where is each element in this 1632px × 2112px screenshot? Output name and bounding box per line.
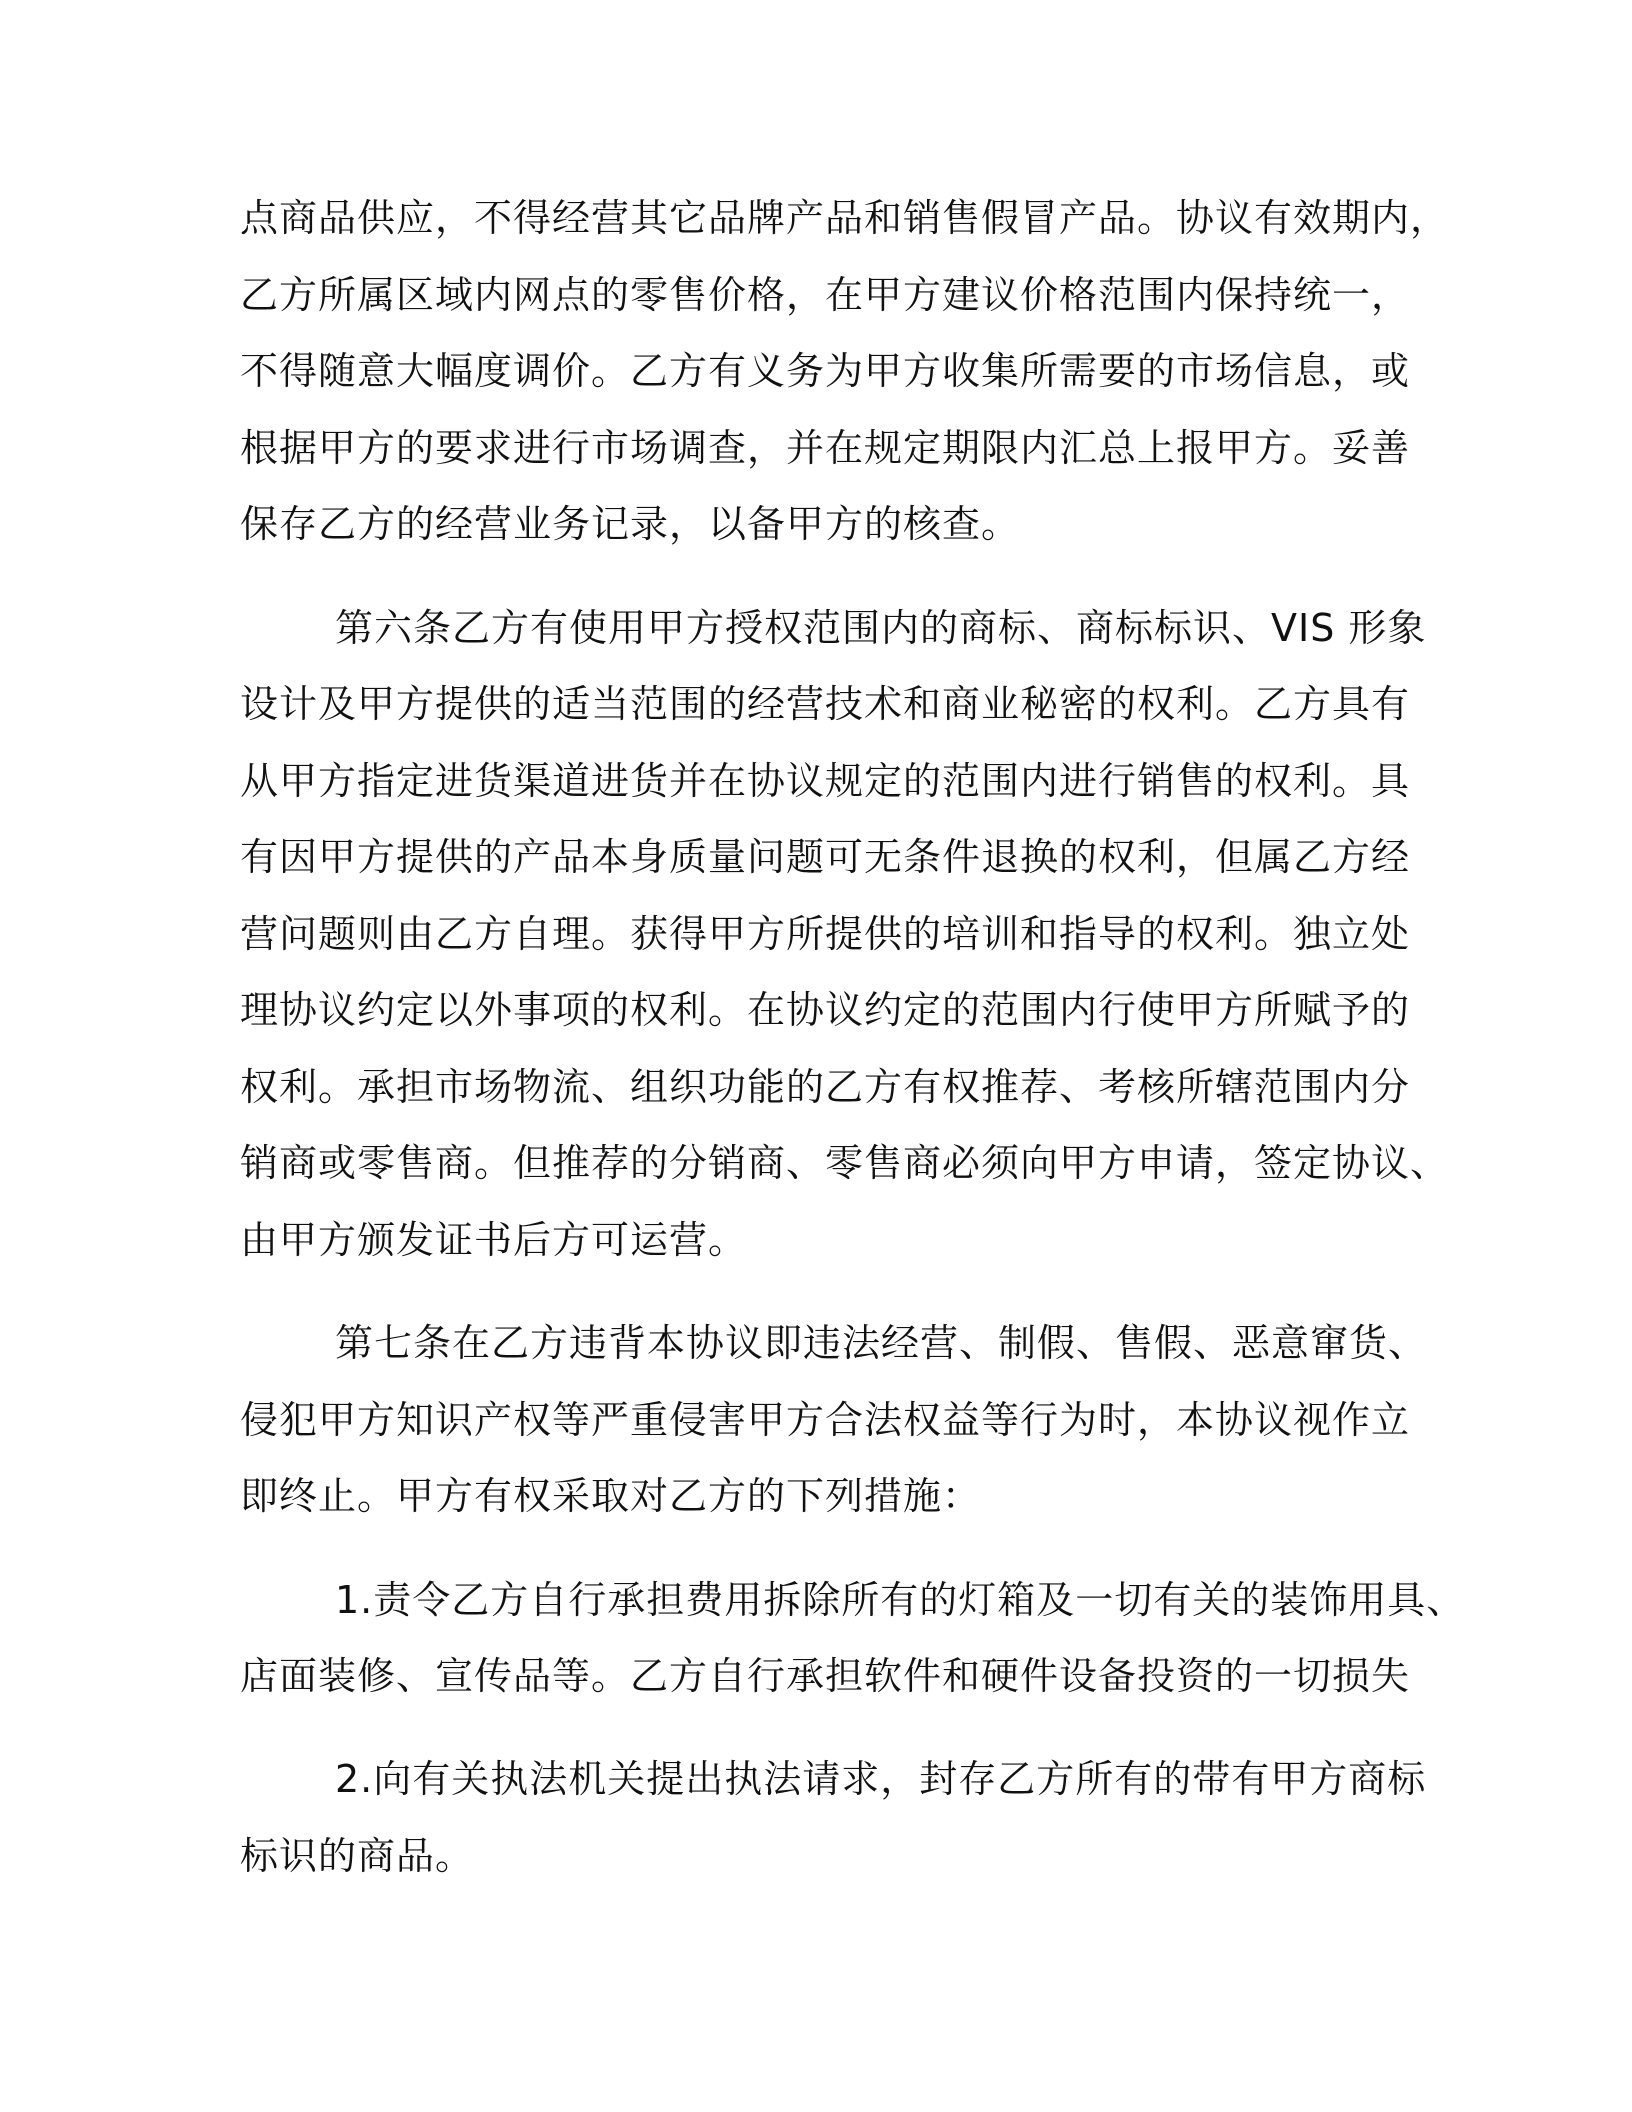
paragraph-3-line-1: 第七条在乙方违背本协议即违法经营、制假、售假、恶意窜货、 (335, 1321, 1428, 1365)
paragraph-2-line-8: 销商或零售商。但推荐的分销商、零售商必须向甲方申请，签定协议、 (240, 1141, 1450, 1185)
paragraph-1-line-2: 乙方所属区域内网点的零售价格，在甲方建议价格范围内保持统一， (240, 273, 1411, 317)
paragraph-5-line-1: 2.向有关执法机关提出执法请求，封存乙方所有的带有甲方商标 (335, 1757, 1427, 1801)
paragraph-3-line-3: 即终止。甲方有权采取对乙方的下列措施： (240, 1474, 982, 1518)
paragraph-5-line-2: 标识的商品。 (240, 1834, 475, 1878)
paragraph-2-line-2: 设计及甲方提供的适当范围的经营技术和商业秘密的权利。乙方具有 (240, 682, 1411, 726)
paragraph-2-line-4: 有因甲方提供的产品本身质量问题可无条件退换的权利，但属乙方经 (240, 835, 1411, 879)
paragraph-2-line-7: 权利。承担市场物流、组织功能的乙方有权推荐、考核所辖范围内分 (240, 1065, 1411, 1109)
paragraph-1-line-1: 点商品供应，不得经营其它品牌产品和销售假冒产品。协议有效期内， (240, 196, 1450, 240)
paragraph-2-line-9: 由甲方颁发证书后方可运营。 (240, 1218, 748, 1262)
paragraph-2-line-1: 第六条乙方有使用甲方授权范围内的商标、商标标识、VIS 形象 (335, 606, 1427, 650)
paragraph-1-line-4: 根据甲方的要求进行市场调查，并在规定期限内汇总上报甲方。妥善 (240, 426, 1411, 470)
paragraph-2-line-6: 理协议约定以外事项的权利。在协议约定的范围内行使甲方所赋予的 (240, 988, 1411, 1032)
paragraph-1-line-5: 保存乙方的经营业务记录，以备甲方的核查。 (240, 502, 1021, 546)
paragraph-3-line-2: 侵犯甲方知识产权等严重侵害甲方合法权益等行为时，本协议视作立 (240, 1398, 1411, 1442)
paragraph-2-line-5: 营问题则由乙方自理。获得甲方所提供的培训和指导的权利。独立处 (240, 912, 1411, 956)
paragraph-4-line-2: 店面装修、宣传品等。乙方自行承担软件和硬件设备投资的一切损失 (240, 1654, 1411, 1698)
paragraph-1-line-3: 不得随意大幅度调价。乙方有义务为甲方收集所需要的市场信息，或 (240, 349, 1411, 393)
paragraph-2-line-3: 从甲方指定进货渠道进货并在协议规定的范围内进行销售的权利。具 (240, 759, 1411, 803)
paragraph-4-line-1: 1.责令乙方自行承担费用拆除所有的灯箱及一切有关的装饰用具、 (335, 1578, 1466, 1622)
